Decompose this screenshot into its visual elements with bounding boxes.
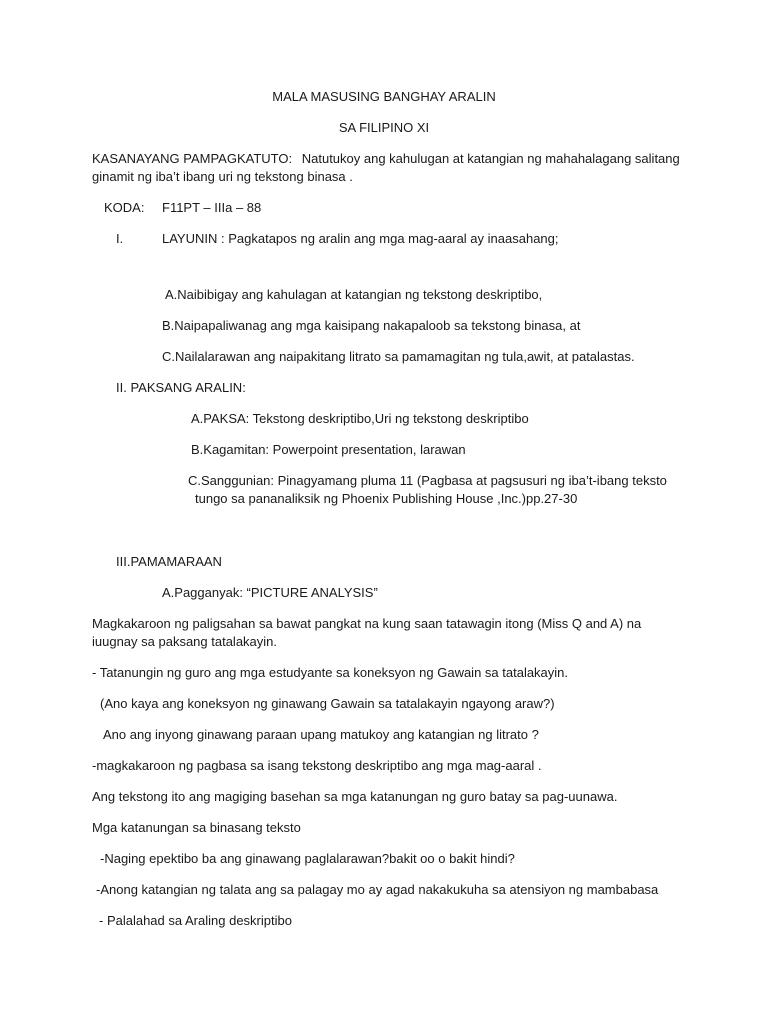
sanggunian-line-2: tungo sa pananaliksik ng Phoenix Publishing House ,Inc.)pp.27-30	[195, 491, 578, 506]
paksa-line: A.PAKSA: Tekstong deskriptibo,Uri ng tekstong deskriptibo	[191, 411, 529, 426]
section3-title: III.PAMAMARAAN	[116, 554, 222, 569]
kasanayan-line-1	[92, 150, 680, 168]
section2-title: II. PAKSANG ARALIN:	[116, 380, 246, 395]
doc-title: MALA MASUSING BANGHAY ARALIN	[272, 89, 496, 104]
line-palalahad: - Palalahad sa Araling deskriptibo	[99, 913, 292, 928]
line-mga-katanungan: Mga katanungan sa binasang teksto	[92, 820, 301, 835]
kasanayan-text-1: Natutukoy ang kahulugan at katangian ng mahahalagang salitang	[301, 151, 680, 166]
objective-a: A.Naibibigay ang kahulagan at katangian ng tekstong deskriptibo,	[165, 287, 543, 302]
line-ang-tekstong: Ang tekstong ito ang magiging basehan sa mga katanungan ng guro batay sa pag-uunawa.	[92, 789, 618, 804]
kasanayan-label: KASANAYANG PAMPAGKATUTO:	[92, 151, 293, 166]
line-ano-ang-inyong: Ano ang inyong ginawang paraan upang matukoy ang katangian ng litrato ?	[103, 727, 539, 742]
line-magkakaroon: -magkakaroon ng pagbasa sa isang tekstong deskriptibo ang mga mag-aaral .	[92, 758, 542, 773]
para1-line-1: Magkakaroon ng paligsahan sa bawat pangkat na kung saan tatawagin itong (Miss Q and A) na	[92, 616, 642, 631]
doc-subtitle: SA FILIPINO XI	[338, 120, 430, 135]
line-tatanungin: - Tatanungin ng guro ang mga estudyante sa koneksyon ng Gawain sa tatalakayin.	[92, 665, 569, 680]
pagganyak-line: A.Pagganyak: “PICTURE ANALYSIS”	[162, 585, 378, 600]
section1-layunin: LAYUNIN : Pagkatapos ng aralin ang mga mag-aaral ay inaasahang;	[162, 231, 559, 246]
line-ano-kaya: (Ano kaya ang koneksyon ng ginawang Gawain sa tatalakayin ngayong araw?)	[100, 696, 555, 711]
section1-number: I.	[116, 231, 124, 246]
sanggunian-line-1: C.Sanggunian: Pinagyamang pluma 11 (Pagbasa at pagsusuri ng iba’t-ibang teksto	[188, 473, 667, 488]
koda-value: F11PT – IIIa – 88	[162, 200, 262, 215]
line-anong-katangian: -Anong katangian ng talata ang sa palagay mo ay agad nakakukuha sa atensiyon ng mambabasa	[96, 882, 659, 897]
objective-c: C.Nailalarawan ang naipakitang litrato sa pamamagitan ng tula,awit, at patalastas.	[162, 349, 635, 364]
kasanayan-text-2: ginamit ng iba’t ibang uri ng tekstong binasa .	[92, 169, 353, 184]
kagamitan-line: B.Kagamitan: Powerpoint presentation, larawan	[191, 442, 466, 457]
para1-line-2: iuugnay sa paksang tatalakayin.	[92, 634, 278, 649]
line-naging-epektibo: -Naging epektibo ba ang ginawang paglalarawan?bakit oo o bakit hindi?	[100, 851, 515, 866]
koda-label: KODA:	[104, 200, 145, 215]
objective-b: B.Naipapaliwanag ang mga kaisipang nakapaloob sa tekstong binasa, at	[162, 318, 581, 333]
